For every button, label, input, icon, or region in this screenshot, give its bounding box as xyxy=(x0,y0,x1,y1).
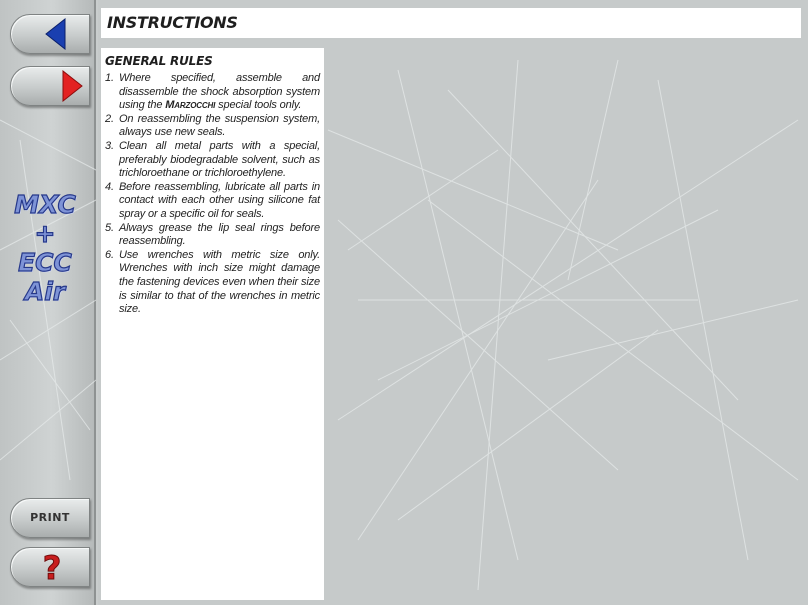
logo-line-ecc: ECC xyxy=(18,248,72,277)
logo-line-mxc: MXC xyxy=(14,190,76,219)
forward-button[interactable] xyxy=(10,66,90,106)
section-heading: GENERAL RULES xyxy=(105,54,213,68)
rule-text-end: special tools only. xyxy=(215,99,302,112)
rule-number: 6. xyxy=(105,248,114,261)
arrow-left-icon xyxy=(45,18,67,50)
svg-text:?: ? xyxy=(42,550,62,584)
rule-number: 3. xyxy=(105,139,114,152)
rule-number: 2. xyxy=(105,112,114,125)
arrow-right-icon xyxy=(61,70,83,102)
rule-item-4 xyxy=(105,181,320,222)
content-panel xyxy=(101,48,324,600)
rule-item-5 xyxy=(105,222,320,249)
rule-number: 1. xyxy=(105,72,114,84)
rule-text: Where specified, assemble and disassemble the shock absorption system using the xyxy=(119,72,320,112)
rule-item-6 xyxy=(105,249,320,317)
rule-number: 4. xyxy=(105,180,114,193)
rule-item-2 xyxy=(105,113,320,140)
back-button[interactable] xyxy=(10,14,90,54)
product-logo xyxy=(0,190,90,306)
rules-list xyxy=(105,72,320,317)
print-button-label: PRINT xyxy=(30,511,70,524)
main-panel xyxy=(98,0,808,605)
logo-line-plus: + xyxy=(34,219,56,248)
brand-name: Marzocchi xyxy=(165,99,216,112)
rule-text: Always grease the lip seal rings before reassembling. xyxy=(119,221,320,248)
question-mark-icon xyxy=(39,550,65,584)
rule-text: Use wrenches with metric size only. Wrenches with inch size might damage the fastening devices even when their size is similar to that of the wrenches in metric size. xyxy=(119,248,320,316)
help-button[interactable] xyxy=(10,547,90,587)
title-bar xyxy=(101,8,801,38)
rule-text: Before reassembling, lubricate all parts in contact with each other using silicone fat spray or a specific oil for seals. xyxy=(119,180,320,220)
rule-item-1 xyxy=(105,72,320,113)
rule-text: Clean all metal parts with a special, preferably biodegradable solvent, such as trichloroethane or trichloroethylene. xyxy=(119,139,320,180)
rule-item-3 xyxy=(105,140,320,181)
page-title: INSTRUCTIONS xyxy=(107,13,238,32)
logo-line-air: Air xyxy=(24,277,66,306)
rule-text: On reassembling the suspension system, always use new seals. xyxy=(119,112,320,139)
print-button[interactable] xyxy=(10,498,90,538)
rule-number: 5. xyxy=(105,221,114,234)
sidebar xyxy=(0,0,96,605)
